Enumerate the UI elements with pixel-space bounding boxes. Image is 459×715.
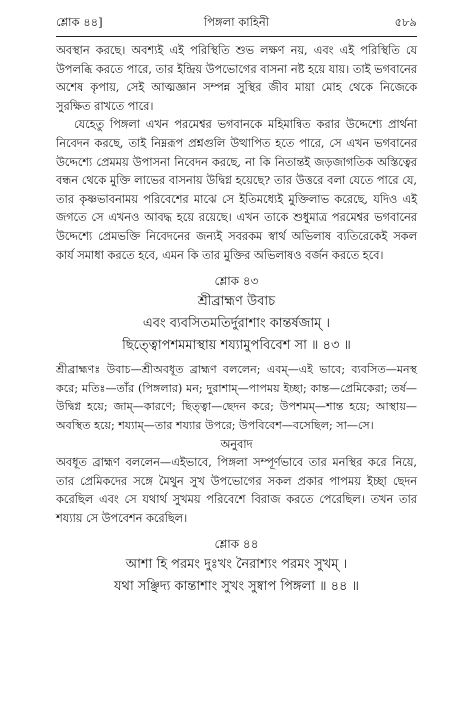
- purport-paragraph-1: অবস্থান করছে। অবশ্যই এই পরিস্থিতি শুভ লক্ষণ নয়, এবং এই পরিস্থিতি যে উপলব্ধি করতে পারে, তার ইন্দ্রিয় উপভোগের বাসনা নষ্ট হয়ে যায়। তাই ভগবানের অশেষ কৃপায়, সেই আত্মজ্ঞান সম্পন্ন সুস্থির জীব মায়া মোহ থেকে নিজেকে সুরক্ষিত রাখতে পারে।: [56, 44, 417, 113]
- header-chapter-title: পিঙ্গলা কাহিনী: [203, 15, 270, 29]
- header-verse-ref: শ্লোক ৪৪]: [56, 15, 103, 29]
- translation-heading: অনুবাদ: [220, 437, 253, 451]
- translation-text: অবধূত ব্রাহ্মণ বললেন—এইভাবে, পিঙ্গলা সম্পূর্ণভাবে তার মনস্থির করে নিয়ে, তার প্রেমিকদের সঙ্গে মৈথুন সুখ উপভোগের সকল প্রকার পাপময় ইচ্ছা ছেদন করেছিল এবং সে যথার্থ সুখময় পরিবেশে বিরাজ করতে পেরেছিল। তখন তার শয্যায় সে উপবেশন করেছিল।: [56, 456, 417, 525]
- verse-44-line-2: যথা সঞ্ছিদ্য কান্তাশাং সুখং সুষ্বাপ পিঙ্গলা ॥ ৪৪ ॥: [114, 579, 359, 595]
- word-for-word-synonyms: শ্রীব্রাহ্মণঃ উবাচ—শ্রীঅবধূত ব্রাহ্মণ বললেন; এবম্—এই ভাবে; ব্যবসিত—মনস্থ করে; মতিঃ—তাঁর (পিঙ্গলার) মন; দুরাশাম্—পাপময় ইচ্ছা; কান্ত—প্রেমিকেরা; তর্ষ—উদ্বিগ্ন হয়ে; জাম্—কারণে; ছিত্ত্বা—ছেদন করে; উপশমম্—শান্ত হয়ে; আস্থায়—অবস্থিত হয়ে; শয্যাম্—তার শয্যার উপরে; উপবিবেশ—বসেছিল; সা—সে।: [56, 363, 417, 432]
- header-rule: [56, 36, 417, 37]
- verse-44-line-1: আশা হি পরমং দুঃখং নৈরাশ্যং পরমং সুখম্ ।: [125, 557, 348, 573]
- verse-43-line-2: ছিত্ত্বোপশমমাস্থায় শয্যামুপবিবেশ সা ॥ ৪৩ ॥: [122, 338, 351, 354]
- purport-paragraph-2: যেহেতু পিঙ্গলা এখন পরমেশ্বর ভগবানকে মহিমান্বিত করার উদ্দেশ্যে প্রার্থনা নিবেদন করছে, তাই নিম্নরূপ প্রশ্নগুলি উত্থাপিত হতে পারে, সে এখন ভগবানের উদ্দেশ্যে প্রেমময় উপাসনা নিবেদন করছে, না কি নিতান্তই জড়জাগতিক অস্তিত্বের বন্ধন থেকে মুক্তি লাভের বাসনায় উদ্বিগ্ন হয়েছে? তার উত্তরে বলা যেতে পারে যে, তার কৃষ্ণভাবনাময় পরিবেশের মাঝে সে ইতিমধ্যেই মুক্তিলাভ করেছে, যদিও এই জগতে সে এখনও আবদ্ধ হয়ে রয়েছে। এখন তাকে শুধুমাত্র পরমেশ্বর ভগবানের উদ্দেশ্যে প্রেমভক্তি নিবেদনের জন্যই সবরকম স্বার্থ অভিলাষ ব্যতিরেকেই সকল কার্য সমাধা করতে হবে, এমন কি তার মুক্তির অভিলাষও বর্জন করতে হবে।: [56, 118, 417, 262]
- page-number: ৫৮৯: [394, 15, 417, 29]
- verse-43-line-1: এবং ব্যবসিতমতির্দুরাশাং কান্তর্ষজাম্ ।: [142, 316, 331, 332]
- page-body: [56, 42, 417, 598]
- running-header: [56, 14, 417, 32]
- verse-43-speaker: শ্রীব্রাহ্মণ উবাচ: [197, 294, 276, 310]
- verse-44-number: শ্লোক ৪৪: [214, 537, 259, 552]
- verse-43-number: শ্লোক ৪৩: [214, 274, 259, 289]
